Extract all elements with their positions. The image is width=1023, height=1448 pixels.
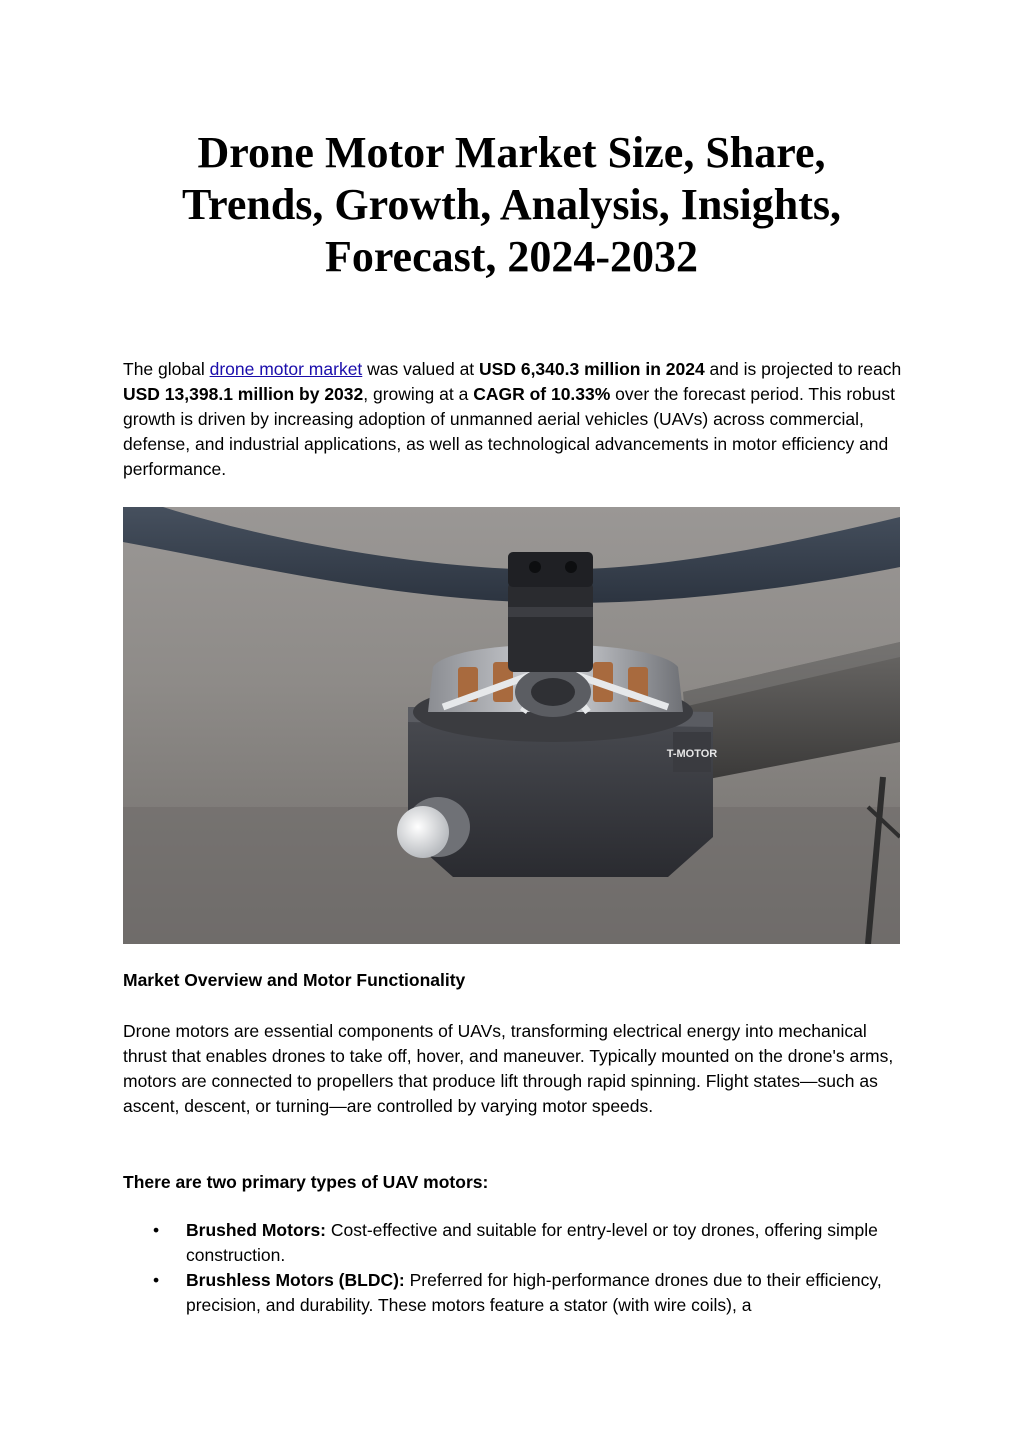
types-heading: There are two primary types of UAV motors: bbox=[123, 1172, 489, 1192]
type-name: Brushed Motors: bbox=[186, 1220, 326, 1240]
intro-text-3: and is projected to reach bbox=[704, 359, 902, 379]
overview-paragraph: Drone motors are essential components of UAVs, transforming electrical energy into mechanical thrust that enables drones to take off, hover, and maneuver. Typically mounted on the drone's arms, motors are connected to propellers that produce lift through rapid spinning. Flight states—such as ascent, descent, or turning—are controlled by varying motor speeds. bbox=[123, 1021, 894, 1116]
section-heading: Market Overview and Motor Functionality bbox=[123, 970, 466, 990]
motor-brand-label: T-MOTOR bbox=[666, 748, 718, 760]
intro-text-1: The global bbox=[123, 359, 210, 379]
intro-text-5: over the forecast period. This robust growth is driven by increasing adoption of unmanned aerial vehicles (UAVs) across commercial, defense, and industrial applications, as well as technological advancements in motor efficiency and performance. bbox=[123, 384, 895, 479]
type-description: Preferred for high-performance drones due to their efficiency, precision, and durability. These motors feature a stator (with wire coils), a bbox=[186, 1270, 882, 1315]
type-name: Brushless Motors (BLDC): bbox=[186, 1270, 405, 1290]
motor-types-list bbox=[123, 1218, 903, 1318]
type-description: Cost-effective and suitable for entry-level or toy drones, offering simple construction. bbox=[186, 1220, 878, 1265]
intro-value-2032: USD 13,398.1 million by 2032 bbox=[123, 384, 364, 404]
drone-motor-illustration bbox=[123, 507, 900, 944]
drone-motor-market-link[interactable]: drone motor market bbox=[209, 359, 363, 379]
list-item bbox=[123, 1218, 903, 1268]
bullet-icon: • bbox=[153, 1270, 160, 1290]
intro-text-2: was valued at bbox=[362, 359, 480, 379]
intro-paragraph bbox=[123, 357, 903, 482]
page-title: Drone Motor Market Size, Share, Trends, Growth, Analysis, Insights, Forecast, 2024-2032 bbox=[182, 128, 841, 281]
drone-motor-photo bbox=[123, 507, 900, 944]
intro-text-4: , growing at a bbox=[363, 384, 474, 404]
intro-value-2024: USD 6,340.3 million in 2024 bbox=[479, 359, 705, 379]
list-item bbox=[123, 1268, 903, 1318]
bullet-icon: • bbox=[153, 1220, 160, 1240]
intro-cagr: CAGR of 10.33% bbox=[473, 384, 611, 404]
